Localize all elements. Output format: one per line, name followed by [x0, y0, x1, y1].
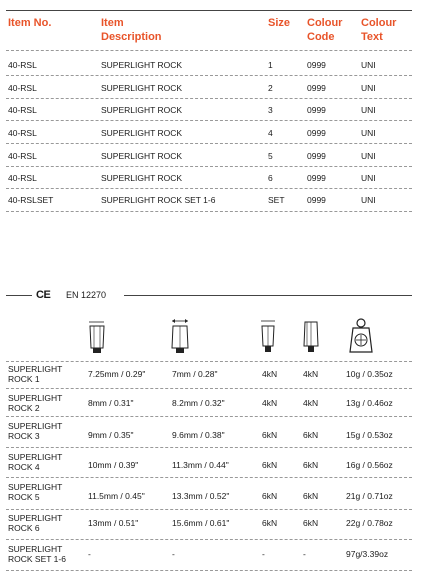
- spec-strength-major: 4kN: [262, 369, 278, 379]
- spec-width-wide: 13.3mm / 0.52": [172, 491, 230, 501]
- row-divider: [6, 416, 412, 417]
- spec-strength-major: 6kN: [262, 491, 278, 501]
- certification-line: [6, 289, 412, 301]
- cell-colour-text: UNI: [361, 173, 376, 183]
- spec-width-narrow: 7.25mm / 0.29": [88, 369, 146, 379]
- table-top-rule: [6, 10, 412, 11]
- cell-colour-text: UNI: [361, 83, 376, 93]
- cert-rule-right: [124, 295, 412, 296]
- row-divider: [6, 539, 412, 540]
- spec-product-name: [8, 393, 88, 413]
- row-divider: [6, 361, 412, 362]
- header-colour-text-line2: Text: [361, 31, 383, 43]
- spec-product-name-line1: SUPERLIGHT: [8, 544, 63, 554]
- cell-description: SUPERLIGHT ROCK SET 1-6: [101, 195, 216, 205]
- spec-width-wide: 15.6mm / 0.61": [172, 518, 230, 528]
- cell-colour-code: 0999: [307, 151, 326, 161]
- spec-weight: 22g / 0.78oz: [346, 518, 393, 528]
- cell-size: 3: [268, 105, 273, 115]
- cell-description: SUPERLIGHT ROCK: [101, 128, 183, 138]
- spec-width-narrow: 11.5mm / 0.45": [88, 491, 145, 501]
- spec-strength-major: 6kN: [262, 518, 278, 528]
- row-divider: [6, 447, 412, 448]
- spec-strength-minor: 6kN: [303, 430, 319, 440]
- spec-product-name-line2: ROCK 4: [8, 462, 40, 472]
- header-colour-code: [307, 16, 342, 44]
- spec-strength-major: 6kN: [262, 430, 278, 440]
- spec-product-name-line1: SUPERLIGHT: [8, 364, 63, 374]
- spec-product-name-line1: SUPERLIGHT: [8, 482, 63, 492]
- spec-width-narrow: -: [88, 549, 91, 559]
- row-divider: [6, 570, 412, 571]
- spec-product-name-line2: ROCK 1: [8, 374, 40, 384]
- spec-product-name: [8, 421, 88, 441]
- row-divider: [6, 143, 412, 144]
- spec-width-wide: -: [172, 549, 175, 559]
- row-divider: [6, 75, 412, 76]
- spec-product-name-line2: ROCK 5: [8, 492, 40, 502]
- width-wide-icon: [168, 318, 192, 356]
- spec-width-narrow: 9mm / 0.35": [88, 430, 134, 440]
- spec-strength-major: 6kN: [262, 460, 278, 470]
- cell-size: 4: [268, 128, 273, 138]
- cell-size: 6: [268, 173, 273, 183]
- spec-product-name-line2: ROCK 6: [8, 523, 40, 533]
- spec-width-wide: 11.3mm / 0.44": [172, 460, 229, 470]
- spec-strength-minor: -: [303, 549, 306, 559]
- header-item-description-line2: Description: [101, 31, 162, 43]
- cell-description: SUPERLIGHT ROCK: [101, 60, 183, 70]
- cell-colour-code: 0999: [307, 128, 326, 138]
- cell-colour-text: UNI: [361, 105, 376, 115]
- cell-description: SUPERLIGHT ROCK: [101, 105, 183, 115]
- cell-item-no: 40-RSL: [8, 83, 37, 93]
- row-divider: [6, 509, 412, 510]
- cell-size: 1: [268, 60, 273, 70]
- spec-weight: 15g / 0.53oz: [346, 430, 393, 440]
- spec-weight: 16g / 0.56oz: [346, 460, 393, 470]
- header-colour-text-line1: Colour: [361, 17, 397, 29]
- header-colour-text: [361, 16, 396, 44]
- row-divider: [6, 388, 412, 389]
- cell-size: 2: [268, 83, 273, 93]
- row-divider: [6, 120, 412, 121]
- header-colour-code-line2: Code: [307, 31, 335, 43]
- spec-product-name: [8, 482, 88, 502]
- cert-rule-left: [6, 295, 32, 296]
- header-item-description: [101, 16, 162, 44]
- cell-colour-code: 0999: [307, 173, 326, 183]
- header-item-no: Item No.: [8, 17, 52, 29]
- spec-product-name: [8, 513, 88, 533]
- spec-product-name: [8, 452, 88, 472]
- spec-weight: 97g/3.39oz: [346, 549, 389, 559]
- spec-product-name: [8, 544, 88, 564]
- cell-description: SUPERLIGHT ROCK: [101, 83, 183, 93]
- spec-strength-minor: 4kN: [303, 369, 319, 379]
- spec-strength-major: -: [262, 549, 265, 559]
- header-divider: [6, 50, 412, 51]
- spec-product-name-line2: ROCK 3: [8, 431, 40, 441]
- cell-item-no: 40-RSL: [8, 128, 37, 138]
- cell-colour-code: 0999: [307, 60, 326, 70]
- header-colour-code-line1: Colour: [307, 17, 343, 29]
- header-item-description-line1: Item: [101, 17, 124, 29]
- spec-width-wide: 8.2mm / 0.32": [172, 398, 225, 408]
- spec-width-wide: 9.6mm / 0.38": [172, 430, 225, 440]
- header-size: Size: [268, 17, 291, 29]
- row-divider: [6, 211, 412, 212]
- cell-description: SUPERLIGHT ROCK: [101, 151, 183, 161]
- row-divider: [6, 166, 412, 167]
- row-divider: [6, 98, 412, 99]
- width-narrow-icon: [86, 320, 108, 356]
- spec-weight: 21g / 0.71oz: [346, 491, 393, 501]
- cell-item-no: 40-RSL: [8, 173, 37, 183]
- spec-product-name-line1: SUPERLIGHT: [8, 452, 63, 462]
- spec-width-narrow: 10mm / 0.39": [88, 460, 139, 470]
- weight-icon: [348, 316, 374, 356]
- cell-colour-code: 0999: [307, 83, 326, 93]
- cell-colour-code: 0999: [307, 195, 326, 205]
- spec-product-name-line2: ROCK SET 1-6: [8, 554, 66, 564]
- spec-strength-minor: 6kN: [303, 518, 319, 528]
- cell-size: 5: [268, 151, 273, 161]
- spec-product-name-line2: ROCK 2: [8, 403, 40, 413]
- cell-item-no: 40-RSLSET: [8, 195, 54, 205]
- cell-colour-code: 0999: [307, 105, 326, 115]
- cell-colour-text: UNI: [361, 60, 376, 70]
- spec-weight: 13g / 0.46oz: [346, 398, 393, 408]
- row-divider: [6, 188, 412, 189]
- spec-strength-minor: 4kN: [303, 398, 319, 408]
- spec-width-narrow: 8mm / 0.31": [88, 398, 134, 408]
- spec-width-wide: 7mm / 0.28": [172, 369, 218, 379]
- spec-weight: 10g / 0.35oz: [346, 369, 393, 379]
- spec-product-name-line1: SUPERLIGHT: [8, 513, 63, 523]
- strength-minor-icon: [300, 318, 322, 356]
- cell-item-no: 40-RSL: [8, 105, 37, 115]
- en-standard: EN 12270: [66, 290, 107, 300]
- spec-product-name: [8, 364, 88, 384]
- cell-colour-text: UNI: [361, 128, 376, 138]
- row-divider: [6, 477, 412, 478]
- spec-product-name-line1: SUPERLIGHT: [8, 393, 63, 403]
- spec-strength-minor: 6kN: [303, 460, 319, 470]
- cell-colour-text: UNI: [361, 195, 376, 205]
- cell-item-no: 40-RSL: [8, 151, 37, 161]
- cell-size: SET: [268, 195, 285, 205]
- strength-major-icon: [258, 318, 278, 356]
- spec-strength-major: 4kN: [262, 398, 278, 408]
- spec-width-narrow: 13mm / 0.51": [88, 518, 139, 528]
- spec-product-name-line1: SUPERLIGHT: [8, 421, 63, 431]
- ce-mark: CE: [36, 289, 51, 301]
- spec-strength-minor: 6kN: [303, 491, 319, 501]
- cell-item-no: 40-RSL: [8, 60, 37, 70]
- cell-description: SUPERLIGHT ROCK: [101, 173, 183, 183]
- cell-colour-text: UNI: [361, 151, 376, 161]
